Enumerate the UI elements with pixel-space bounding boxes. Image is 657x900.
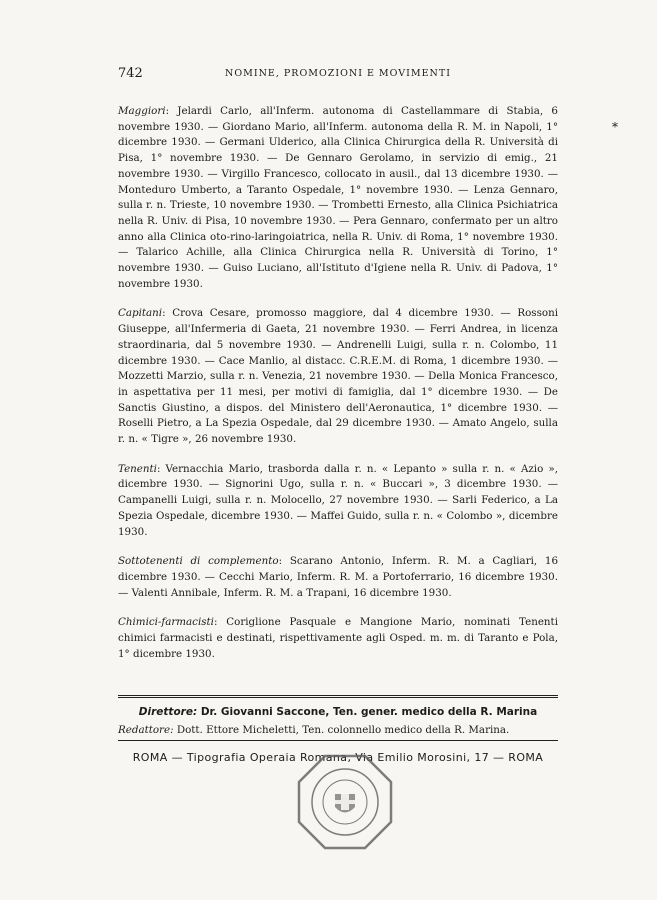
section-text: : Jelardi Carlo, all'Inferm. autonoma di Castellammare di Stabia, 6 novembre 1930. — Giordano Mario, all'Inferm. autonoma della R. M. in Napoli, 1° dicembre 1930. — Germani Ulderico, alla Clinica Chirurgica della R. Università di Pisa, 1° novembre 1930. — De Gennaro Gerolamo, in servizio di emig., 21 novembre 1930. — Virgillo Francesco, collocato in ausil., dal 13 dicembre 1930. — Monteduro Umberto, a Taranto Ospedale, 1° novembre 1930. — Lenza Gennaro, sulla r. n. Trieste, 10 novembre 1930. — Trombetti Ernesto, alla Clinica Psichiatrica nella R. Univ. di Pisa, 10 novembre 1930. — Pera Gennaro, confermato per un altro anno alla Clinica oto-rino-laringoiatrica, nella R. Univ. di Roma, 1° novembre 1930. — Talarico Achille, alla Clinica Chirurgica nella R. Università di Torino, 1° novembre 1930. — Guiso Luciano, all'Istituto d'Igiene nella R. Univ. di Padova, 1° novembre 1930.	[118, 105, 558, 290]
direttore-line	[118, 706, 558, 718]
redattore-label: Redattore:	[118, 724, 174, 736]
section-capitani	[118, 306, 558, 447]
section-tenenti	[118, 462, 558, 541]
divider	[118, 695, 558, 698]
page-body	[118, 66, 558, 677]
section-maggiori	[118, 104, 558, 292]
section-label: Capitani	[118, 307, 163, 320]
section-label: Chimici-farmacisti	[118, 616, 214, 629]
section-text: : Coriglione Pasquale e Mangione Mario, nominati Tenenti chimici farmacisti e destinati, rispettivamente agli Osped. m. m. di Taranto e Pola, 1° dicembre 1930.	[118, 616, 558, 660]
section-label: Tenenti	[118, 462, 157, 475]
section-text: : Scarano Antonio, Inferm. R. M. a Cagliari, 16 dicembre 1930. — Cecchi Mario, Inferm. R. M. a Portoferrario, 16 dicembre 1930. — Valenti Annibale, Inferm. R. M. a Trapani, 16 dicembre 1930.	[118, 555, 559, 599]
section-chimici-farmacisti	[118, 615, 558, 662]
section-label: Sottotenenti di complemento	[118, 555, 279, 568]
content	[118, 104, 558, 663]
running-head	[118, 66, 558, 84]
margin-mark: *	[612, 120, 618, 134]
running-title: NOMINE, PROMOZIONI E MOVIMENTI	[225, 68, 451, 79]
section-label: Maggiori	[118, 105, 166, 117]
printer-imprint: ROMA — Tipografia Operaia Romana, Via Emilio Morosini, 17 — ROMA	[132, 751, 544, 764]
direttore-name: Dr. Giovanni Saccone, Ten. gener. medico della R. Marina	[200, 706, 538, 718]
section-sottotenenti	[118, 554, 558, 601]
library-stamp	[295, 752, 395, 852]
direttore-label: Direttore:	[138, 706, 198, 718]
divider	[118, 740, 558, 741]
section-text: : Vernacchia Mario, trasborda dalla r. n. « Lepanto » sulla r. n. « Azio », dicembre 1930. — Signorini Ugo, sulla r. n. « Buccari », 3 dicembre 1930. — Campanelli Luigi, sulla r. n. Molocello, 27 novembre 1930. — Sarli Federico, a La Spezia Ospedale, dicembre 1930. — Maffei Guido, sulla r. n. « Colombo », dicembre 1930.	[118, 462, 558, 538]
redattore-line	[118, 724, 558, 736]
redattore-name: Dott. Ettore Micheletti, Ten. colonnello medico della R. Marina.	[176, 724, 510, 736]
page-number: 742	[118, 66, 143, 81]
section-text: : Crova Cesare, promosso maggiore, dal 4 dicembre 1930. — Rossoni Giuseppe, all'Infermeria di Gaeta, 21 novembre 1930. — Ferri Andrea, in licenza straordinaria, dal 5 novembre 1930. — Andrenelli Luigi, sulla r. n. Colombo, 11 dicembre 1930. — Cace Manlio, al distacc. C.R.E.M. di Roma, 1 dicembre 1930. — Mozzetti Marzio, sulla r. n. Venezia, 21 novembre 1930. — Della Monica Francesco, in aspettativa per 11 mesi, per motivi di famiglia, dal 1° dicembre 1930. — De Sanctis Giustino, a dispos. del Ministero dell'Aeronautica, 1° dicembre 1930. — Roselli Pietro, a La Spezia Ospedale, dal 29 dicembre 1930. — Amato Angelo, sulla r. n. « Tigre », 26 novembre 1930.	[118, 307, 558, 446]
